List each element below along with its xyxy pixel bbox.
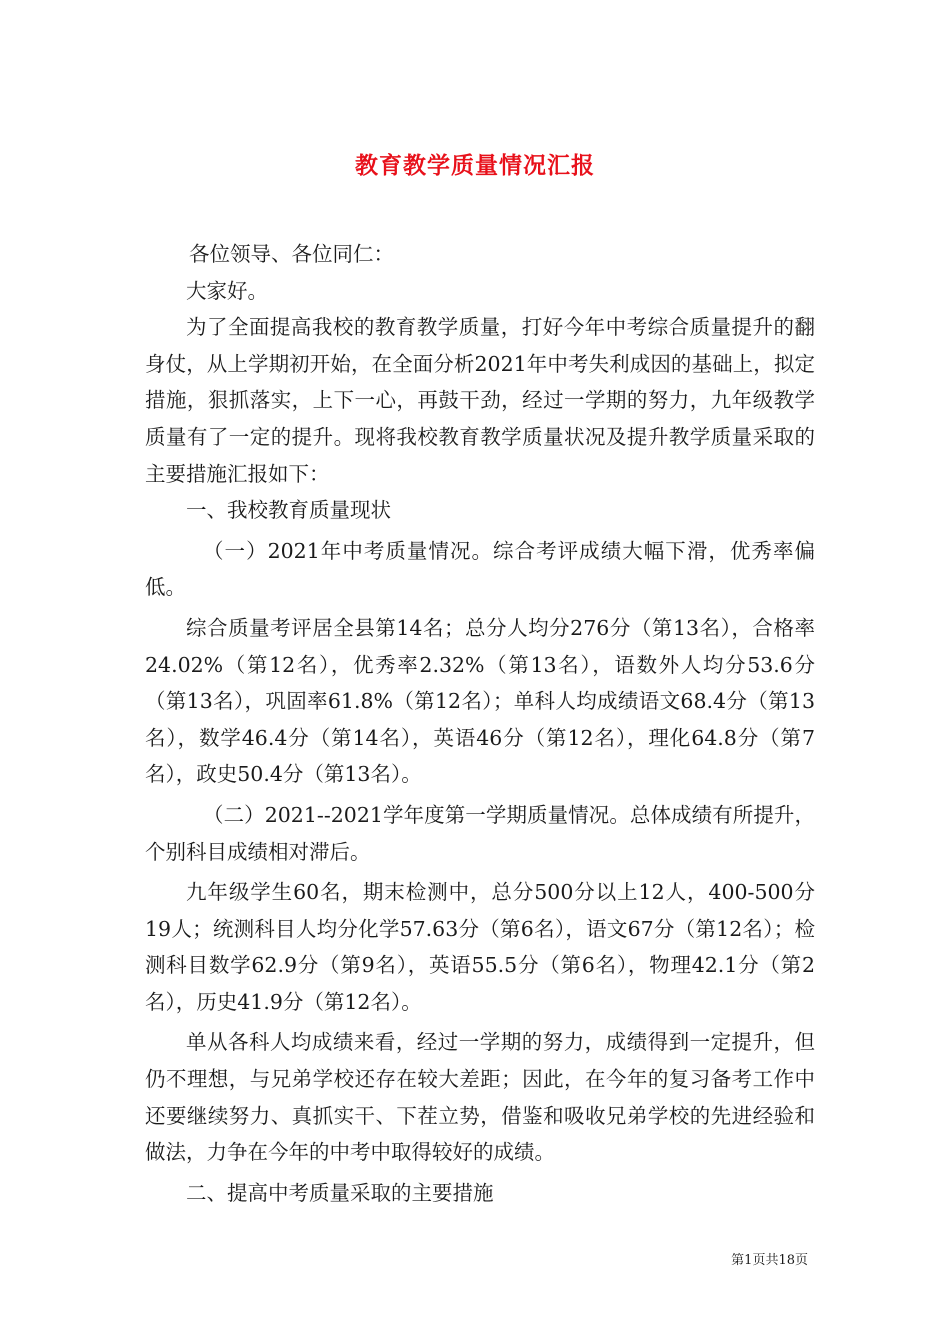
subsection-heading-2: （二）2021--2021学年度第一学期质量情况。总体成绩有所提升，个别科目成绩相对滞后。 — [145, 802, 815, 864]
intro-paragraph: 为了全面提高我校的教育教学质量，打好今年中考综合质量提升的翻身仗，从上学期初开始，在全面分析2021年中考失利成因的基础上，拟定措施，狠抓落实，上下一心，再鼓干劲，经过一学期的努力，九年级教学质量有了一定的提升。现将我校教育教学质量状况及提升教学质量采取的主要措施汇报如下： — [145, 315, 815, 486]
section-heading-2: 二、提高中考质量采取的主要措施 — [186, 1180, 494, 1205]
greeting: 大家好。 — [186, 278, 268, 303]
page-number-footer: 第1页共18页 — [731, 1253, 808, 1268]
section-heading-1: 一、我校教育质量现状 — [186, 498, 391, 523]
document-body — [145, 236, 815, 1211]
subsection-heading-1: （一）2021年中考质量情况。综合考评成绩大幅下滑，优秀率偏低。 — [145, 538, 815, 600]
document-title: 教育教学质量情况汇报 — [355, 152, 595, 180]
salutation: 各位领导、各位同仁： — [189, 242, 394, 266]
exam-results-paragraph: 综合质量考评居全县第14名；总分人均分276分（第13名），合格率24.02%（第12名），优秀率2.32%（第13名），语数外人均分53.6分（第13名），巩固率61.8%（第12名）；单科人均成绩语文68.4分（第13名），数学46.4分（第14名），英语46分（第12名），理化64.8分（第7名），政史50.4分（第13名）。 — [145, 615, 815, 787]
semester-results-paragraph: 九年级学生60名，期末检测中，总分500分以上12人，400-500分19人；统测科目人均分化学57.63分（第6名），语文67分（第12名）；检测科目数学62.9分（第9名），英语55.5分（第6名），物理42.1分（第2名），历史41.9分（第12名）。 — [145, 880, 815, 1014]
analysis-paragraph: 单从各科人均成绩来看，经过一学期的努力，成绩得到一定提升，但仍不理想，与兄弟学校还存在较大差距；因此，在今年的复习备考工作中还要继续努力、真抓实干、下茬立势，借鉴和吸收兄弟学校的先进经验和做法，力争在今年的中考中取得较好的成绩。 — [145, 1030, 815, 1165]
